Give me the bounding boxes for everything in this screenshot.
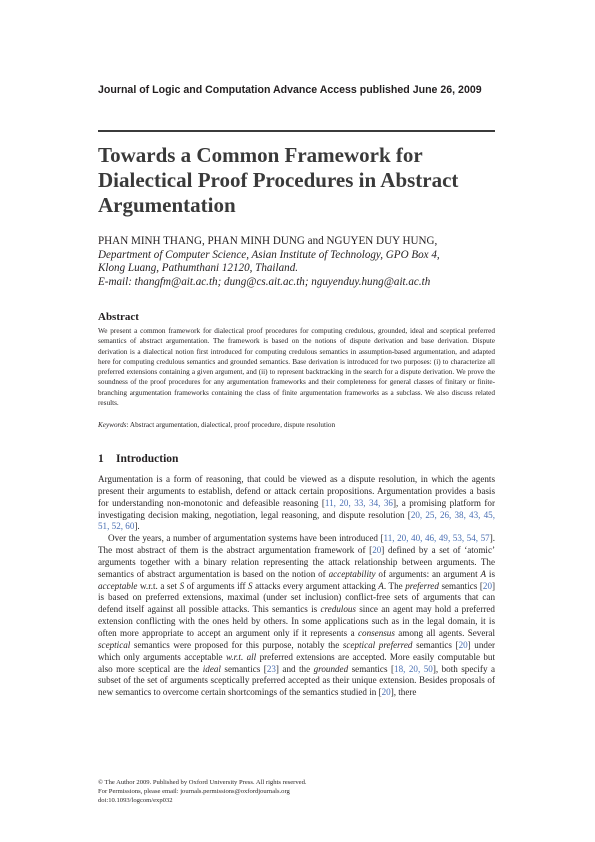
body-text	[98, 474, 495, 699]
citation-link[interactable]: 20	[482, 580, 492, 591]
p2-text: preferred extensions are accepted. More easily computable but also more sceptical are the	[98, 651, 495, 674]
p2-text: Over the years, a number of argumentation systems have been introduced [	[108, 533, 384, 544]
p2-text: ], there	[390, 687, 417, 698]
title-line-1: Towards a Common Framework for	[98, 143, 423, 167]
copyright-line: © The Author 2009. Published by Oxford University Press. All rights reserved.	[98, 779, 307, 786]
p2-emph: A	[480, 568, 487, 579]
doi-line: doi:10.1093/logcom/exp032	[98, 797, 173, 805]
p2-text: of arguments iff	[184, 580, 249, 591]
paragraph-2	[98, 533, 495, 699]
header-rule	[98, 130, 495, 132]
p2-emph: credulous	[320, 604, 356, 615]
p2-text: ] defined by a set of ‘atomic’ arguments together with a binary relation representing the attack relationship between arguments. The semantics of abstract argumentation is based on the notion of	[98, 545, 496, 579]
section-number: 1	[98, 453, 104, 465]
affiliation-line-2: Klong Luang, Pathumthani 12120, Thailand.	[98, 262, 299, 274]
section-title: Introduction	[116, 453, 179, 465]
p2-text: ]. The most abstract of them is the abstract argumentation framework of [	[98, 533, 495, 556]
p2-emph: S	[248, 580, 253, 591]
p2-text: . The	[383, 580, 406, 591]
p2-text: ] and the	[275, 663, 314, 674]
title-line-3: Argumentation	[98, 193, 236, 217]
p2-text: attacks every argument attacking	[252, 580, 379, 591]
citation-link[interactable]: 11, 20, 40, 46, 49, 53, 54, 57	[383, 533, 490, 544]
abstract-text: We present a common framework for dialectical proof procedures for computing credulous, grounded, ideal and sceptical preferred semantics of abstract argumentation. The framework is based on the notions of dispute derivation and base derivation. Dispute derivation is a dialectical notion first introduced for computing credulous semantics in assumption-based argumentation, and adapted here for computing credulous semantics and grounded semantics. Base derivation is introduced for two purposes: (i) to characterize all preferred extensions containing a given argument, and (ii) to represent backtracking in the search for a dispute derivation. We prove the soundness of the proof procedures for any argumentation frameworks and their completeness for general classes of finitary or finite-branching argumentation frameworks containing the class of finite argumentation frameworks as a subclass. We also discuss related results.	[98, 327, 495, 408]
affiliation-line-1: Department of Computer Science, Asian Institute of Technology, GPO Box 4,	[98, 248, 440, 261]
footer	[98, 778, 495, 806]
advance-access-line: Journal of Logic and Computation Advance Access published June 26, 2009	[98, 84, 482, 96]
p2-text: w.r.t. a set	[137, 580, 180, 591]
p2-emph: A	[378, 580, 384, 591]
citation-link[interactable]: 20	[458, 639, 468, 650]
author-names: PHAN MINH THANG, PHAN MINH DUNG and NGUYEN DUY HUNG,	[98, 235, 438, 247]
section-heading	[98, 453, 178, 465]
citation-link[interactable]: 20	[381, 687, 391, 698]
p2-emph: w.r.t. all	[225, 651, 257, 662]
p2-emph: ideal	[202, 663, 221, 674]
p2-text: semantics [	[438, 580, 483, 591]
paragraph-1	[98, 474, 495, 533]
p2-emph: consensus	[357, 627, 395, 638]
permissions-line: For Permissions, please email: journals.permissions@oxfordjournals.org	[98, 788, 290, 796]
citation-link[interactable]: 23	[266, 663, 276, 674]
title-line-2: Dialectical Proof Procedures in Abstract	[98, 168, 459, 192]
p2-emph: grounded	[313, 663, 349, 674]
p1-text: ].	[134, 521, 140, 532]
p2-text: ] under which only arguments acceptable	[98, 639, 496, 662]
p2-text: semantics [	[220, 663, 267, 674]
citation-link[interactable]: 18, 20, 50	[394, 663, 433, 674]
p2-text: semantics were proposed for this purpose, notably the	[130, 639, 343, 650]
keywords	[98, 420, 495, 430]
p2-text: ] is based on preferred extensions, maximal (under set inclusion) conflict-free sets of arguments that can defend itself against all possible attacks. This semantics is	[98, 580, 496, 615]
citation-link[interactable]: 20, 25, 26, 38, 43, 45, 51, 52, 60	[98, 509, 495, 532]
abstract-heading: Abstract	[98, 311, 139, 323]
author-block	[98, 235, 498, 289]
citation-link[interactable]: 11, 20, 33, 34, 36	[324, 497, 393, 508]
keywords-label: Keywords	[98, 421, 127, 429]
p2-text: of arguments: an argument	[375, 568, 481, 579]
p2-text: since an agent may hold a preferred extension conflicting with the ones held by others. In some applications such as in the legal domain, it is often more appropriate to accept an argument only if it represents a	[98, 604, 495, 638]
citation-link[interactable]: 20	[372, 545, 382, 556]
p1-text: Argumentation is a form of reasoning, that could be viewed as a dispute resolution, in which the agents present their arguments to establish, defend or attack certain propositions. Argumentation provides a basis for understanding non-monotonic and defeasible reasoning [	[98, 474, 495, 508]
p2-text: ], both specify a subset of the set of arguments sceptically preferred accepted as their unique extension. Besides proposals of new semantics to overcome certain shortcomings of the semantics studied in [	[98, 663, 496, 698]
p2-text: semantics [	[412, 639, 459, 650]
p2-text: among all agents. Several	[394, 627, 495, 638]
keywords-text: : Abstract argumentation, dialectical, proof procedure, dispute resolution	[126, 421, 336, 429]
p2-emph: sceptical	[98, 639, 131, 650]
paper-title	[98, 143, 498, 218]
p2-emph: sceptical preferred	[342, 639, 413, 650]
p2-text: semantics [	[348, 663, 395, 674]
p2-emph: S	[179, 580, 185, 591]
p2-emph: acceptable	[98, 580, 138, 591]
p2-text: is	[486, 568, 495, 579]
email-line: E-mail: thangfm@ait.ac.th; dung@cs.ait.ac.th; nguyenduy.hung@ait.ac.th	[98, 275, 431, 288]
p2-emph: acceptability	[328, 568, 376, 579]
p1-text: ], a promising platform for investigating decision making, negotiation, legal reasoning, and dispute resolution [	[98, 497, 495, 520]
p2-emph: preferred	[405, 580, 439, 591]
